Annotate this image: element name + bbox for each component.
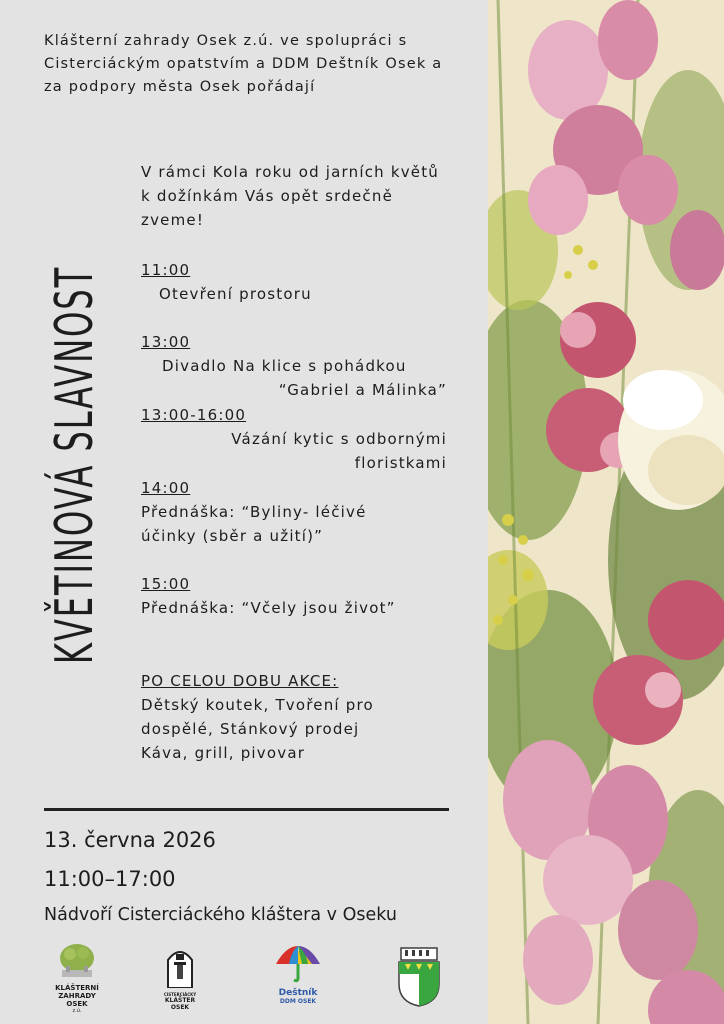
klaster-line1: CISTERCIÁCKÝ [163,992,197,997]
klaster-logo [160,944,200,1014]
divider [44,808,449,811]
program-desc: Divadlo Na klice s pohádkou [162,357,407,375]
program-time: 14:00 [141,479,191,497]
program-desc: Vázání kytic s odbornými [231,430,447,448]
program-time: 11:00 [141,261,191,279]
umbrella-icon [272,944,324,984]
event-title-text: KVĚTINOVÁ SLAVNOST [45,265,105,665]
program-item [141,330,451,402]
event-hours: 11:00–17:00 [44,867,176,891]
coat-of-arms-icon [397,946,441,1008]
event-title [45,144,105,786]
program-item [141,476,451,548]
program-desc-2: účinky (sběr a užití)” [141,527,324,545]
zahrady-line4: z.ú. [72,1008,82,1014]
flowers-image [488,0,724,1024]
event-venue: Nádvoří Cisterciáckého kláštera v Oseku [44,905,397,925]
all-day-line: Káva, grill, pivovar [141,744,306,762]
program-time: 13:00 [141,333,191,351]
invite-text: V rámci Kola roku od jarních květů k dožínkám Vás opět srdečně zveme! [141,163,439,229]
program-time: 13:00-16:00 [141,406,247,424]
zahrady-logo [52,942,102,1018]
klaster-line3: OSEK [170,1004,190,1011]
zahrady-line3: OSEK [66,1000,88,1008]
intro-text: Klášterní zahrady Osek z.ú. ve spolupráci s Cisterciáckým opatstvím a DDM Deštník Osek a za podpory města Osek pořádají [44,33,443,95]
osek-coat-of-arms [397,946,441,1008]
program [141,160,451,762]
all-day-line: Dětský koutek, Tvoření pro [141,696,374,714]
program-time: 15:00 [141,575,191,593]
zahrady-line2: ZAHRADY [58,992,96,1000]
program-desc: Přednáška: “Včely jsou život” [141,599,396,617]
all-day-line: dospělé, Stánkový prodej [141,720,360,738]
program-desc-2: floristkami [354,454,447,472]
all-day-section [141,669,451,765]
tree-icon [52,942,102,980]
all-day-heading: PO CELOU DOBU AKCE: [141,672,339,690]
program-desc: Přednáška: “Byliny- léčivé [141,503,367,521]
partner-logos [0,940,480,1020]
klaster-line2: KLÁŠTER [164,997,196,1004]
event-date: 13. června 2026 [44,828,216,852]
destnik-logo [272,944,324,1014]
program-desc: Otevření prostoru [159,285,312,303]
destnik-line1: Deštník [278,988,318,998]
program-item [141,403,451,475]
destnik-line2: DDM OSEK [279,998,317,1005]
floral-illustration [488,0,724,1024]
program-item [141,258,451,306]
zahrady-line1: KLÁŠTERNÍ [55,984,99,992]
program-item [141,572,451,620]
monastery-icon [160,944,200,988]
program-desc-2: “Gabriel a Málinka” [278,381,447,399]
